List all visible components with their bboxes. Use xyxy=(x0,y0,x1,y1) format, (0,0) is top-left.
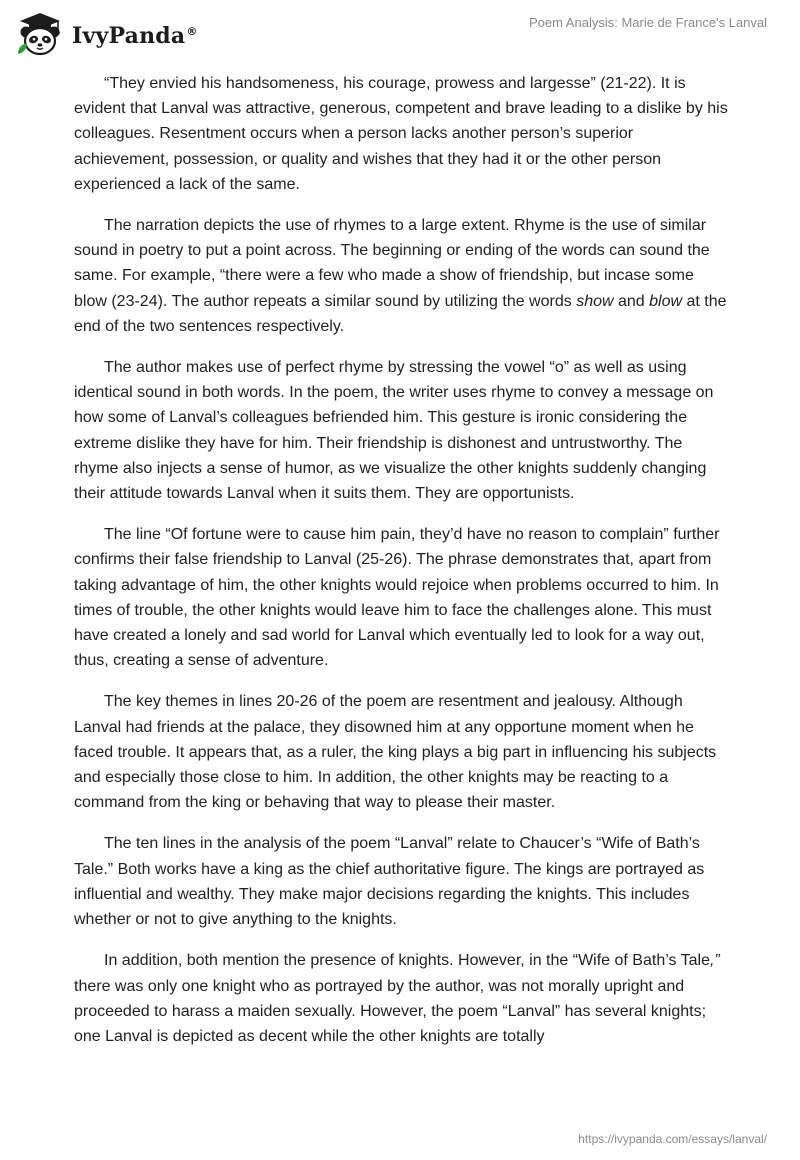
paragraph-4: The line “Of fortune were to cause him pain, they’d have no reason to complain” further confirms their false friendship to Lanval (25-26). The phrase demonstrates that, apart from taking advantage of him, the other knights would rejoice when problems occurred to him. In times of trouble, the other knights would leave him to face the challenges alone. This must have created a lonely and sad world for Lanval which eventually led to look for a way out, thus, creating a sense of adventure. xyxy=(74,526,720,670)
paragraph-2-text-a: The narration depicts the use of rhymes to a large extent. Rhyme is the use of similar sound in poetry to put a point across. The beginning or ending of the words can sound the same. For example, “there were a few who made a show of friendship, but incase some blow (23-24). The author repeats a similar sound by utilizing the words xyxy=(74,217,710,310)
ivypanda-logo[interactable] xyxy=(14,10,198,58)
registered-mark: ® xyxy=(186,24,198,38)
panda-graduate-icon xyxy=(14,10,66,58)
logo-wordmark xyxy=(72,23,198,49)
emphasis-quote: ,” xyxy=(709,952,720,970)
paragraph-1: “They envied his handsomeness, his courage, prowess and largesse” (21-22). It is evident that Lanval was attractive, generous, competent and brave leading to a dislike by his colleagues. Resentment occurs when a person lacks another person’s superior achievement, possession, or quality and wishes that they had it or the other person experienced a lack of the same. xyxy=(74,75,728,193)
paragraph-2-text-b: and xyxy=(613,292,650,310)
paragraph-3: The author makes use of perfect rhyme by stressing the vowel “o” as well as using identical sound in both words. In the poem, the writer uses rhyme to convey a message on how some of Lanval’s colleagues befriended him. This gesture is ironic considering the extreme dislike they have for him. Their friendship is dishonest and untrustworthy. The rhyme also injects a sense of humor, as we visualize the other knights suddenly changing their attitude towards Lanval when it suits them. They are opportunists. xyxy=(74,359,714,503)
page-header xyxy=(0,0,800,70)
paragraph-6: The ten lines in the analysis of the poem “Lanval” relate to Chaucer’s “Wife of Bath’s Tale.” Both works have a king as the chief authoritative figure. The kings are portrayed as influential and wealthy. They make major decisions regarding the knights. This includes whether or not to give anything to the knights. xyxy=(74,835,705,929)
paragraph-7-text-b: there was only one knight who as portrayed by the author, was not morally upright and proceeded to harass a maiden sexually. However, the poem “Lanval” has several knights; one Lanval is depicted as decent while the other knights are totally xyxy=(74,977,707,1045)
document-title: Poem Analysis: Marie de France's Lanval xyxy=(528,15,767,30)
paragraph-5: The key themes in lines 20-26 of the poem are resentment and jealousy. Although Lanval had friends at the palace, they disowned him at any opportune moment when he faced trouble. It appears that, as a ruler, the king plays a big part in influencing his subjects and especially those close to him. In addition, the other knights may be reacting to a command from the king or behaving that way to please their master. xyxy=(74,693,717,812)
paragraph-2-text-c: at the end of the two sentences respectively. xyxy=(74,292,727,335)
emphasis-blow: blow xyxy=(649,292,683,310)
essay-body xyxy=(74,71,729,1065)
paragraph-7-text-a: In addition, both mention the presence of knights. However, in the “Wife of Bath’s Tale xyxy=(104,952,710,970)
paragraph-7 xyxy=(74,948,729,1049)
emphasis-show: show xyxy=(576,292,614,310)
logo-name: IvyPanda xyxy=(72,23,186,49)
paragraph-2 xyxy=(74,213,729,339)
source-url-link[interactable]: https://ivypanda.com/essays/lanval/ xyxy=(578,1132,767,1146)
